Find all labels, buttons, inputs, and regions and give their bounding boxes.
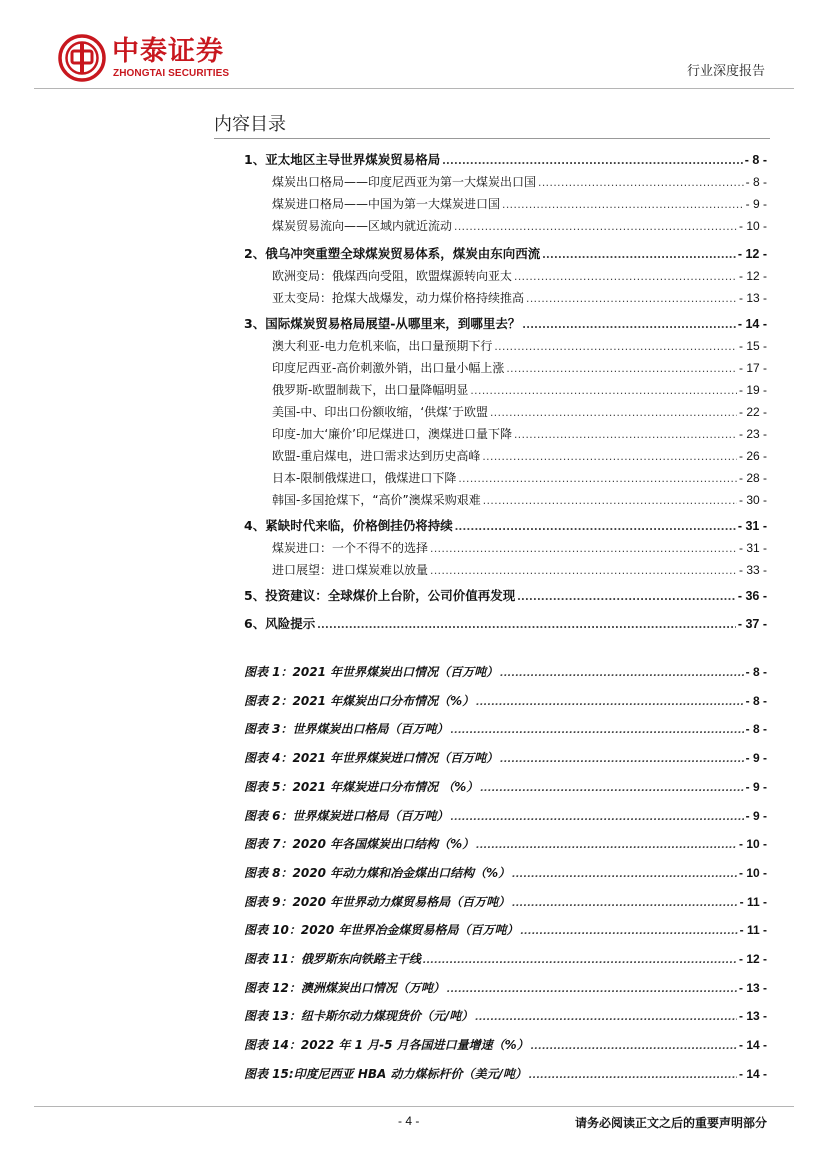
figure-entry-page: - 10 - xyxy=(738,865,767,880)
figure-list-entry[interactable] xyxy=(244,662,767,682)
toc-entry-page: - 15 - xyxy=(738,339,767,353)
toc-entry-title: 日本-限制俄煤进口，俄煤进口下降 xyxy=(272,471,457,485)
dot-leader xyxy=(531,1035,737,1055)
dot-leader xyxy=(423,949,737,969)
dot-leader xyxy=(520,920,737,940)
figure-entry-page: - 10 - xyxy=(738,837,767,852)
toc-entry-page: - 30 - xyxy=(738,493,767,507)
toc-title-divider xyxy=(214,138,770,139)
dot-leader xyxy=(483,490,737,510)
toc-entry-page: - 26 - xyxy=(738,449,767,463)
dot-leader xyxy=(502,194,744,214)
dot-leader xyxy=(514,266,737,286)
dot-leader xyxy=(475,1006,737,1026)
dot-leader xyxy=(490,402,737,422)
toc-section-entry[interactable] xyxy=(272,266,767,286)
figure-entry-page: - 8 - xyxy=(745,722,767,737)
figure-list-entry[interactable] xyxy=(244,1035,767,1055)
figure-entry-title: 图表 12：澳洲煤炭出口情况（万吨） xyxy=(244,980,445,995)
dot-leader xyxy=(451,806,744,826)
figure-entry-title: 图表 7：2020 年各国煤炭出口结构（%） xyxy=(244,837,475,852)
figure-entry-page: - 14 - xyxy=(738,1066,767,1081)
dot-leader xyxy=(494,336,737,356)
toc-entry-title: 煤炭进口格局——中国为第一大煤炭进口国 xyxy=(272,197,501,211)
figure-entry-page: - 12 - xyxy=(738,952,767,966)
toc-entry-title: 俄罗斯-欧盟制裁下，出口量降幅明显 xyxy=(272,383,469,397)
toc-entry-page: - 33 - xyxy=(738,563,767,577)
toc-entry-title: 5、投资建议：全球煤价上台阶，公司价值再发现 xyxy=(244,588,516,603)
dot-leader xyxy=(442,150,743,170)
toc-entry-title: 美国-中、印出口份额收缩，‘供煤’于欧盟 xyxy=(272,405,488,419)
figure-list-entry[interactable] xyxy=(244,949,767,969)
dot-leader xyxy=(500,662,744,682)
dot-leader xyxy=(538,172,744,192)
dot-leader xyxy=(454,216,737,236)
toc-entry-title: 印度尼西亚-高价刺激外销，出口量小幅上涨 xyxy=(272,361,505,375)
toc-entry-page: - 37 - xyxy=(737,617,767,631)
toc-section-entry[interactable] xyxy=(272,358,767,378)
figure-entry-title: 图表 9：2020 年世界动力煤贸易格局（百万吨） xyxy=(244,894,511,909)
toc-chapter-entry[interactable] xyxy=(244,614,767,634)
dot-leader xyxy=(451,719,744,739)
report-type: 行业深度报告 xyxy=(686,64,765,79)
figure-entry-title: 图表 15:印度尼西亚 HBA 动力煤标杆价（美元/吨） xyxy=(244,1066,527,1081)
toc-entry-page: - 31 - xyxy=(737,519,767,533)
toc-chapter-entry[interactable] xyxy=(244,516,767,536)
figure-list-entry[interactable] xyxy=(244,748,767,768)
dot-leader xyxy=(512,863,737,883)
dot-leader xyxy=(526,288,737,308)
dot-leader xyxy=(542,244,736,264)
toc-entry-page: - 23 - xyxy=(738,427,767,441)
dot-leader xyxy=(470,380,737,400)
toc-entry-page: - 28 - xyxy=(738,471,767,485)
figure-entry-title: 图表 3：世界煤炭出口格局（百万吨） xyxy=(244,722,449,737)
toc-section-entry[interactable] xyxy=(272,560,767,580)
toc-entry-page: - 8 - xyxy=(745,175,767,189)
toc-entry-title: 亚太变局：抢煤大战爆发，动力煤价格持续推高 xyxy=(272,291,525,305)
toc-entry-title: 煤炭贸易流向——区域内就近流动 xyxy=(272,219,453,233)
toc-entry-title: 韩国-多国抢煤下，“高价”澳煤采购艰难 xyxy=(272,493,481,507)
figure-entry-title: 图表 2：2021 年煤炭出口分布情况（%） xyxy=(244,693,475,708)
toc-section-entry[interactable] xyxy=(272,380,767,400)
toc-chapter-entry[interactable] xyxy=(244,586,767,606)
toc-entry-page: - 9 - xyxy=(745,197,767,211)
toc-section-entry[interactable] xyxy=(272,288,767,308)
company-logo xyxy=(58,34,258,86)
toc-chapter-entry[interactable] xyxy=(244,150,767,170)
figure-list-entry[interactable] xyxy=(244,719,767,739)
figure-entry-title: 图表 5：2021 年煤炭进口分布情况 （%） xyxy=(244,779,479,794)
toc-entry-title: 欧盟-重启煤电，进口需求达到历史高峰 xyxy=(272,449,481,463)
header-divider xyxy=(34,88,794,89)
toc-section-entry[interactable] xyxy=(272,490,767,510)
figure-entry-title: 图表 1：2021 年世界煤炭出口情况（百万吨） xyxy=(244,665,499,679)
figure-entry-title: 图表 10：2020 年世界冶金煤贸易格局（百万吨） xyxy=(244,923,519,938)
figure-entry-page: - 9 - xyxy=(745,808,767,823)
figure-entry-title: 图表 13：纽卡斯尔动力煤现货价（元/吨） xyxy=(244,1009,474,1024)
dot-leader xyxy=(480,777,743,797)
figure-list-entry[interactable] xyxy=(244,1006,767,1026)
figure-entry-page: - 9 - xyxy=(745,779,767,794)
figure-entry-title: 图表 11：俄罗斯东向铁路主干线 xyxy=(244,952,421,966)
zhongtai-logo-icon xyxy=(58,34,106,82)
toc-section-entry[interactable] xyxy=(272,194,767,214)
figure-entry-page: - 8 - xyxy=(745,693,767,708)
toc-entry-page: - 14 - xyxy=(737,317,767,331)
dot-leader xyxy=(430,538,737,558)
toc-entry-title: 6、风险提示 xyxy=(244,616,316,631)
page-number: - 4 - xyxy=(398,1114,420,1128)
dot-leader xyxy=(517,586,736,606)
figure-list-entry[interactable] xyxy=(244,691,767,711)
figure-list-entry[interactable] xyxy=(244,920,767,940)
toc-section-entry[interactable] xyxy=(272,336,767,356)
dot-leader xyxy=(447,978,737,998)
dot-leader xyxy=(500,748,744,768)
dot-leader xyxy=(514,424,737,444)
figure-entry-title: 图表 6：世界煤炭进口格局（百万吨） xyxy=(244,808,449,823)
toc-section-entry[interactable] xyxy=(272,446,767,466)
figure-list-entry[interactable] xyxy=(244,1064,767,1084)
toc-chapter-entry[interactable] xyxy=(244,244,767,264)
toc-title: 内容目录 xyxy=(214,114,286,135)
figure-entry-page: - 9 - xyxy=(745,751,767,766)
dot-leader xyxy=(476,834,737,854)
figure-entry-title: 图表 8：2020 年动力煤和冶金煤出口结构（%） xyxy=(244,865,511,880)
dot-leader xyxy=(529,1064,737,1084)
figure-entry-page: - 11 - xyxy=(739,894,767,909)
toc-entry-page: - 13 - xyxy=(738,291,767,305)
figure-entry-page: - 13 - xyxy=(738,980,767,995)
toc-entry-page: - 19 - xyxy=(738,383,767,397)
dot-leader xyxy=(522,314,735,334)
toc-entry-title: 澳大利亚-电力危机来临，出口量预期下行 xyxy=(272,339,493,353)
dot-leader xyxy=(512,892,738,912)
toc-entry-page: - 8 - xyxy=(744,153,767,167)
figure-list-entry[interactable] xyxy=(244,806,767,826)
toc-entry-title: 1、亚太地区主导世界煤炭贸易格局 xyxy=(244,152,441,167)
disclaimer-note: 请务必阅读正文之后的重要声明部分 xyxy=(574,1116,767,1130)
figure-list-entry[interactable] xyxy=(244,978,767,998)
toc-entry-title: 2、俄乌冲突重塑全球煤炭贸易体系，煤炭由东向西流 xyxy=(244,246,541,261)
toc-entry-page: - 12 - xyxy=(737,247,767,261)
toc-entry-page: - 10 - xyxy=(738,219,767,233)
figure-entry-title: 图表 4：2021 年世界煤炭进口情况（百万吨） xyxy=(244,751,499,766)
dot-leader xyxy=(506,358,737,378)
toc-entry-page: - 31 - xyxy=(738,541,767,555)
figure-entry-title: 图表 14：2022 年 1 月-5 月各国进口量增速（%） xyxy=(244,1038,529,1053)
footer-divider xyxy=(34,1106,794,1107)
toc-entry-page: - 36 - xyxy=(737,589,767,603)
figure-entry-page: - 14 - xyxy=(738,1038,767,1053)
dot-leader xyxy=(458,468,737,488)
toc-entry-page: - 22 - xyxy=(738,405,767,419)
toc-section-entry[interactable] xyxy=(272,538,767,558)
toc-entry-title: 进口展望：进口煤炭难以放量 xyxy=(272,563,429,577)
toc-section-entry[interactable] xyxy=(272,172,767,192)
toc-entry-title: 印度-加大‘廉价’印尼煤进口，澳煤进口量下降 xyxy=(272,427,512,441)
dot-leader xyxy=(476,691,744,711)
toc-entry-title: 煤炭进口：一个不得不的选择 xyxy=(272,541,429,555)
company-name-cn: 中泰证券 xyxy=(112,36,224,67)
figure-list-entry[interactable] xyxy=(244,834,767,854)
toc-section-entry[interactable] xyxy=(272,216,767,236)
toc-entry-page: - 12 - xyxy=(738,269,767,283)
dot-leader xyxy=(317,614,736,634)
toc-entry-title: 3、国际煤炭贸易格局展望-从哪里来，到哪里去？ xyxy=(244,316,521,331)
toc-section-entry[interactable] xyxy=(272,402,767,422)
toc-entry-page: - 17 - xyxy=(738,361,767,375)
figure-list-entry[interactable] xyxy=(244,777,767,797)
company-name-en: ZHONGTAI SECURITIES xyxy=(113,68,230,79)
toc-chapter-entry[interactable] xyxy=(244,314,767,334)
figure-entry-page: - 8 - xyxy=(745,665,767,679)
toc-entry-title: 煤炭出口格局——印度尼西亚为第一大煤炭出口国 xyxy=(272,175,537,189)
figure-list-entry[interactable] xyxy=(244,863,767,883)
dot-leader xyxy=(430,560,737,580)
toc-section-entry[interactable] xyxy=(272,468,767,488)
dot-leader xyxy=(482,446,737,466)
toc-entry-title: 4、紧缺时代来临，价格倒挂仍将持续 xyxy=(244,518,453,533)
dot-leader xyxy=(455,516,736,536)
toc-entry-title: 欧洲变局：俄煤西向受阻，欧盟煤源转向亚太 xyxy=(272,269,513,283)
figure-entry-page: - 13 - xyxy=(738,1009,767,1024)
toc-section-entry[interactable] xyxy=(272,424,767,444)
figure-list-entry[interactable] xyxy=(244,892,767,912)
figure-entry-page: - 11 - xyxy=(739,923,767,938)
